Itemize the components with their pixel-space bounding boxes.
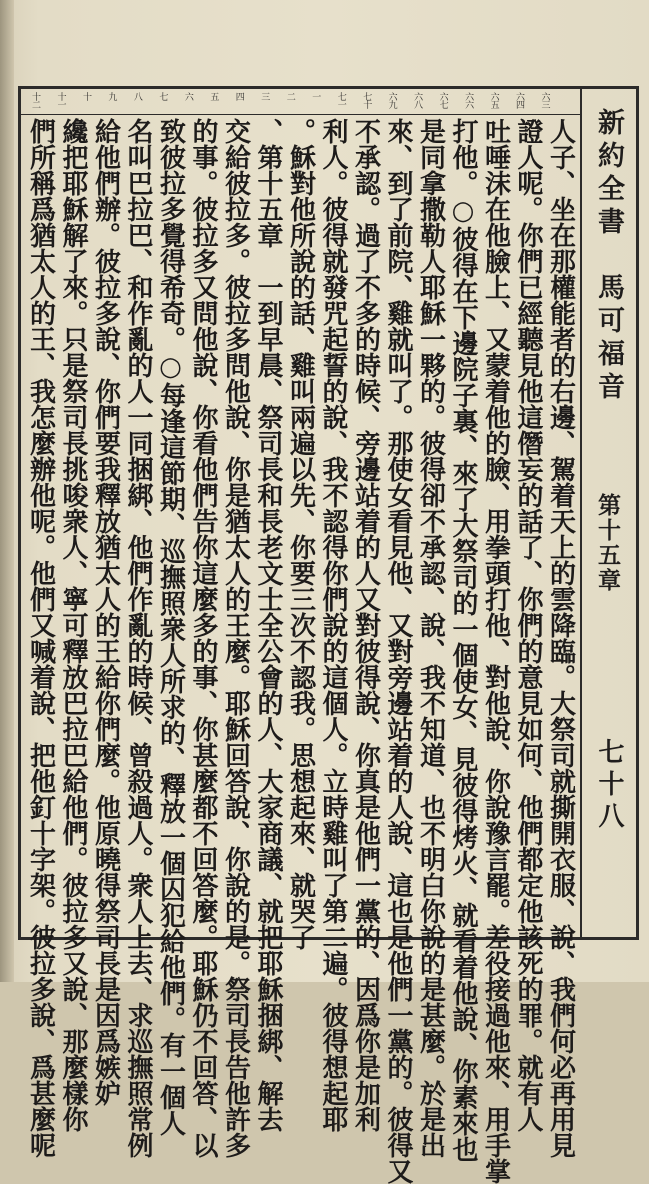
verse-ref: 三 xyxy=(259,92,270,100)
text-column: 給他們辦。彼拉多說、你們要我釋放猶太人的王給你們麼。他原曉得祭司長是因爲嫉妒 xyxy=(90,118,121,1106)
text-column: 吐唾沫在他臉上、又蒙着他的臉、用拳頭打他、對他說、你說豫言罷。差役接過他來、用手掌 xyxy=(480,118,511,1184)
text-column: 人子、坐在那權能者的右邊、駕着天上的雲降臨。大祭司就撕開衣服、說、我們何必再用見 xyxy=(545,118,576,1158)
page-gutter xyxy=(0,0,14,982)
text-column: 利人。彼得就發咒起誓的說、我不認得你們說的這個人。立時雞叫了第二遍。彼得想起耶 xyxy=(318,118,348,1132)
verse-ref: 六四 xyxy=(514,92,525,108)
text-column: 打他。○彼得在下邊院子裏、來了大祭司的一個使女、見彼得烤火、就看着他說、你素來也 xyxy=(448,118,478,1162)
verse-ref: 六 xyxy=(182,92,193,100)
verse-ref: 八 xyxy=(131,92,142,100)
page-number: 七十八 xyxy=(594,738,624,834)
verse-ref: 十 xyxy=(80,92,91,100)
verse-ref: 六七 xyxy=(437,92,448,108)
text-column: 不承認。過了不多的時候、旁邊站着的人又對彼得說、你真是他們一黨的、因爲你是加利 xyxy=(350,118,381,1132)
text-column: 交給彼拉多。彼拉多問他說、你是猶太人的王麼。耶穌回答說、你說的是。祭司長告他許多 xyxy=(220,118,251,1158)
verse-reference-band xyxy=(20,88,580,115)
text-column: 穌對他所說的話、雞叫兩遍以先、你要三次不認我。思想起來、就哭了。 xyxy=(285,118,316,950)
verse-ref: 六三 xyxy=(539,92,550,108)
verse-ref: 七十 xyxy=(361,92,372,108)
verse-ref: 六八 xyxy=(412,92,423,108)
verse-ref: 十一 xyxy=(55,92,66,108)
verse-ref: 七一 xyxy=(335,92,346,108)
text-column: 來、到了前院、雞就叫了。那使女看見他、又對旁邊站着的人說、這也是他們一黨的。彼得又 xyxy=(383,118,413,1184)
text-column: 是同拿撒勒人耶穌一夥的。彼得卻不承認、說、我不知道、也不明白你說的是甚麼。於是出 xyxy=(415,118,446,1158)
verse-ref: 九 xyxy=(106,92,117,100)
text-column: 的事。彼拉多又問他說、你看他們告你這麼多的事、你甚麼都不回答麼。耶穌仍不回答、以 xyxy=(188,118,218,1158)
text-column: 第十五章 一到早晨、祭司長和長老文士全公會的人、大家商議、就把耶穌捆綁、解去、 xyxy=(253,118,283,1132)
verse-reference-list xyxy=(20,88,580,114)
verse-ref: 十二 xyxy=(30,92,40,108)
header-divider xyxy=(580,88,582,938)
verse-ref: 二 xyxy=(284,92,295,100)
verse-ref: 四 xyxy=(233,92,244,100)
text-column: 致彼拉多覺得希奇。○每逢這節期、巡撫照衆人所求的、釋放一個囚犯給他們。有一個人 xyxy=(155,118,186,1136)
body-text xyxy=(24,118,578,1184)
running-header xyxy=(585,98,635,928)
verse-ref: 七 xyxy=(157,92,168,100)
text-column: 纔把耶穌解了來。只是祭司長挑唆衆人、寧可釋放巴拉巴給他們。彼拉多又說、那麼樣你 xyxy=(58,118,88,1132)
text-column: 證人呢。你們已經聽見他這僭妄的話了、你們的意見如何、他們都定他該死的罪。就有人 xyxy=(513,118,543,1132)
book-title: 新約全書 馬可福音 xyxy=(593,108,624,405)
text-column: 名叫巴拉巴、和作亂的人一同捆綁、他們作亂的時候、曾殺過人。衆人上去、求巡撫照常例 xyxy=(123,118,153,1158)
text-column: 們所稱爲猶太人的王、我怎麼辦他呢。他們又喊着說、把他釘十字架。彼拉多說、爲甚麼呢 xyxy=(25,118,56,1158)
verse-ref: 五 xyxy=(208,92,219,100)
chapter-label: 第十五章 xyxy=(594,493,621,593)
verse-ref: 六六 xyxy=(463,92,474,108)
verse-ref: 六九 xyxy=(386,92,397,108)
verse-ref: 一 xyxy=(310,92,321,100)
verse-ref: 六五 xyxy=(488,92,499,108)
